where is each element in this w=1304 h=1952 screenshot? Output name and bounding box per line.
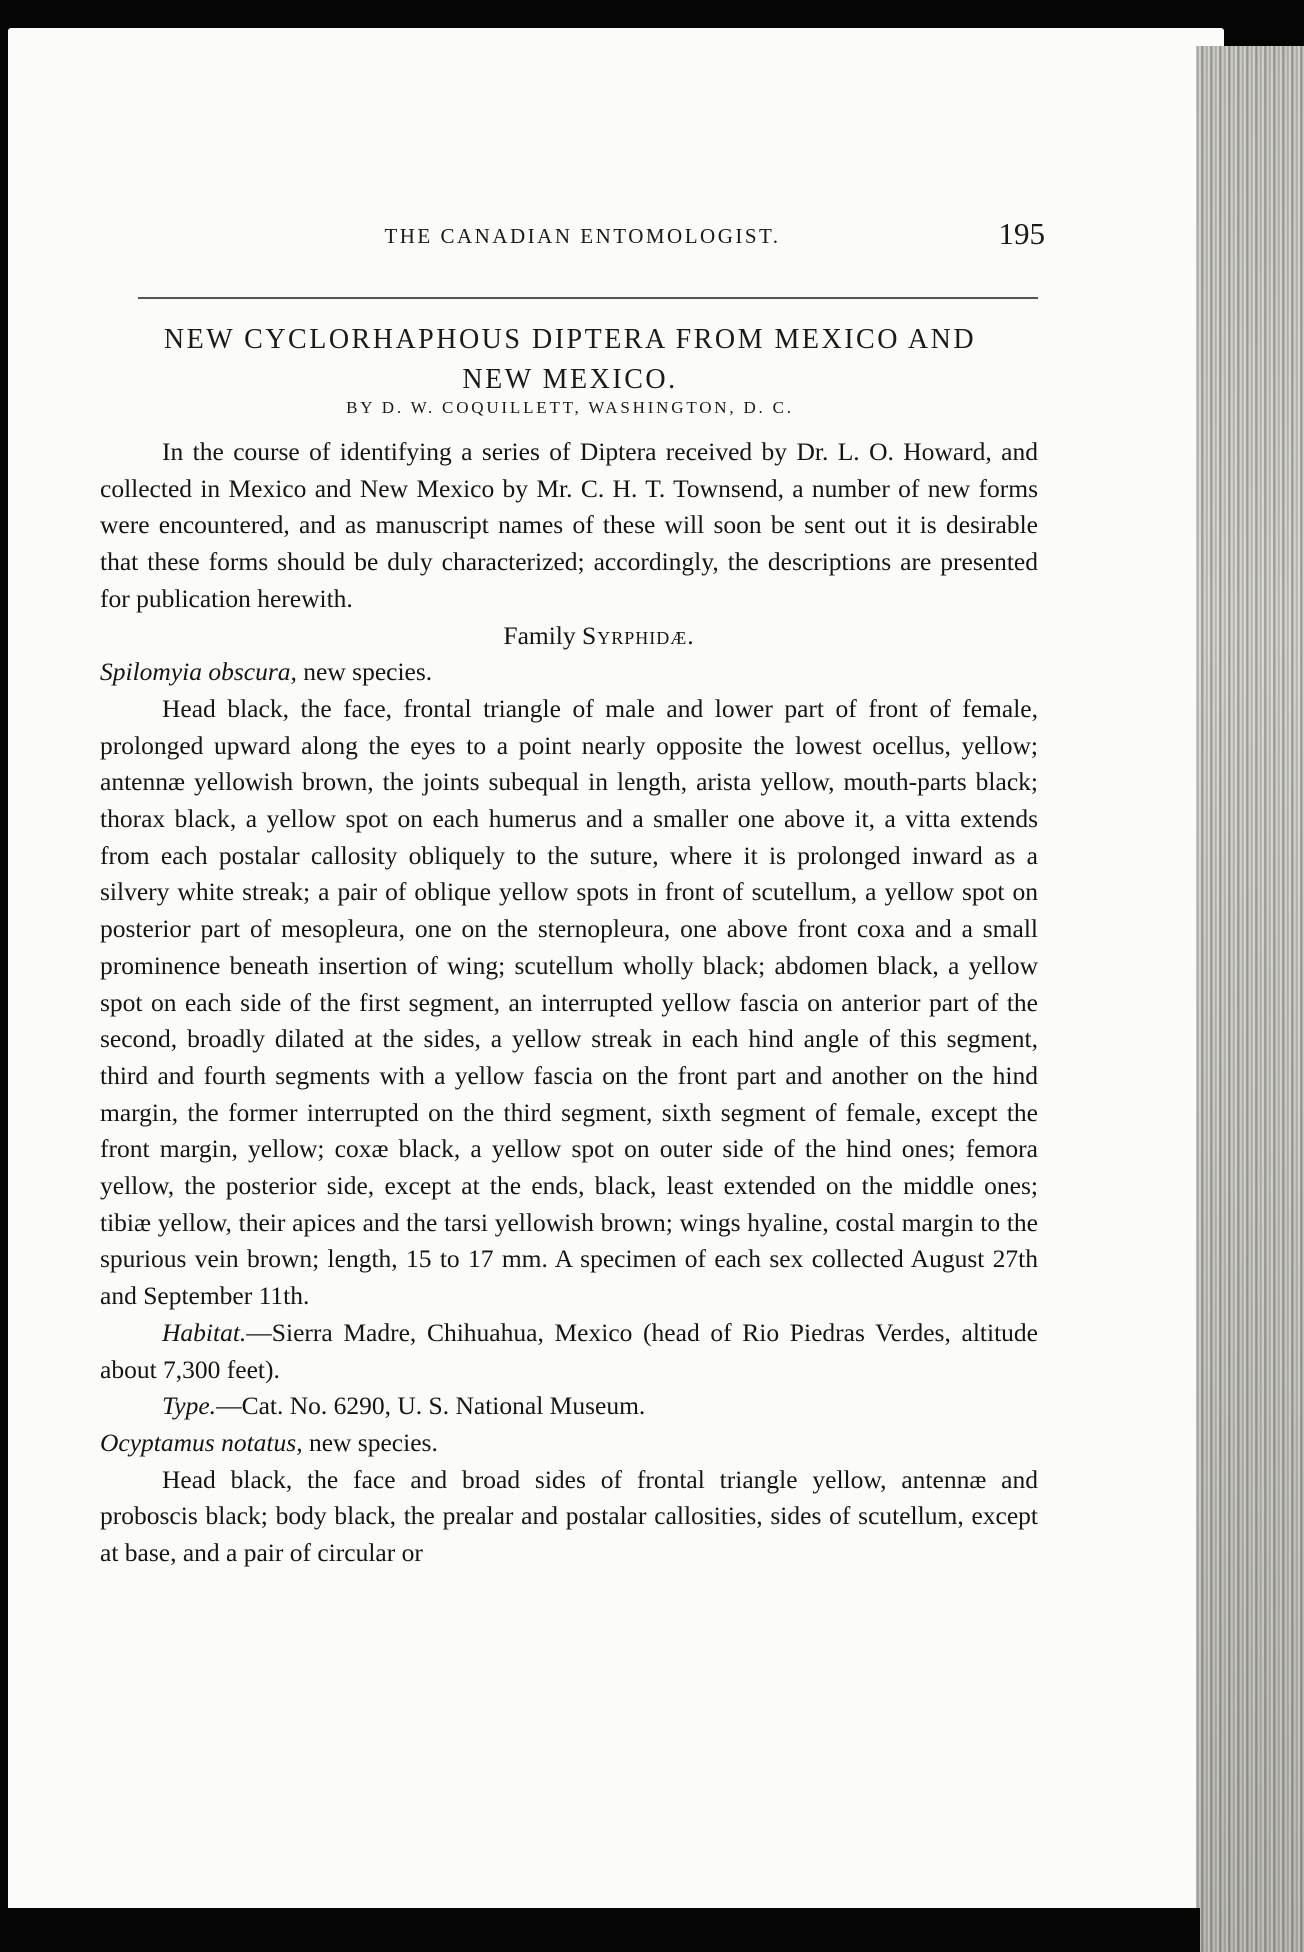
article-title (100, 320, 1040, 400)
species-name-1: Spilomyia obscura, (100, 657, 297, 687)
type-text: —Cat. No. 6290, U. S. National Museum. (216, 1391, 646, 1421)
intro-paragraph: In the course of identifying a series of Diptera received by Dr. L. O. Howard, and collected in Mexico and New Mexico by Mr. C. H. T. Townsend, a number of new forms were encountered, and as manuscript names of these will soon be sent out it is desirable that these forms should be duly characterized; accordingly, the descriptions are presented for publication herewith. (100, 437, 1038, 613)
species-description-2: Head black, the face and broad sides of frontal triangle yellow, antennæ and proboscis black; body black, the prealar and postalar callosities, sides of scutellum, except at base, and a pair of circular or (100, 1464, 1038, 1568)
species-suffix-1: new species. (296, 657, 433, 687)
family-name: Syrphidæ. (582, 620, 695, 650)
page-header (120, 216, 1045, 256)
header-rule (138, 297, 1038, 299)
article-title-line-2: NEW MEXICO. (462, 364, 678, 395)
species-suffix-2: new species. (302, 1427, 438, 1457)
habitat-label: Habitat. (162, 1317, 247, 1347)
page-number: 195 (998, 216, 1045, 251)
type-label: Type. (162, 1391, 217, 1421)
family-prefix: Family (503, 620, 576, 650)
article-title-line-1: NEW CYCLORHAPHOUS DIPTERA FROM MEXICO AND (163, 324, 977, 355)
habitat-text: —Sierra Madre, Chihuahua, Mexico (head of Rio Piedras Verdes, altitude about 7,300 feet). (100, 1317, 1038, 1384)
type-paragraph (100, 1388, 1038, 1425)
species-heading-1 (100, 654, 1038, 691)
byline: BY D. W. COQUILLETT, WASHINGTON, D. C. (346, 398, 794, 417)
species-description-1: Head black, the face, frontal triangle of male and lower part of front of female, prolonged upward along the eyes to a point nearly opposite the lowest ocellus, yellow; antennæ yellowish brown, the joints subequal in length, arista yellow, mouth-parts black; thorax black, a yellow spot on each humerus and a smaller one above it, a vitta extends from each postalar callosity obliquely to the suture, where it is prolonged inward as a silvery white streak; a pair of oblique yellow spots in front of scutellum, a yellow spot on posterior part of mesopleura, one on the sternopleura, one above front coxa and a small prominence beneath insertion of wing; scutellum wholly black; abdomen black, a yellow spot on each side of the first segment, an interrupted yellow fascia on anterior part of the second, broadly dilated at the sides, a yellow streak in each hind angle of this segment, third and fourth segments with a yellow fascia on the front part and another on the hind margin, the former interrupted on the third segment, sixth segment of female, except the front margin, yellow; coxæ black, a yellow spot on outer side of the hind ones; femora yellow, the posterior side, except at the ends, black, least extended on the middle ones; tibiæ yellow, their apices and the tarsi yellowish brown; wings hyaline, costal margin to the spurious vein brown; length, 15 to 17 mm. A specimen of each sex collected August 27th and September 11th. (100, 693, 1038, 1311)
article-body (100, 434, 1038, 1572)
species-heading-2 (100, 1425, 1038, 1462)
scan-border (0, 1908, 1200, 1952)
family-heading (100, 618, 1038, 655)
habitat-paragraph (100, 1315, 1038, 1388)
running-title: THE CANADIAN ENTOMOLOGIST. (384, 224, 781, 248)
species-name-2: Ocyptamus notatus, (100, 1427, 303, 1457)
